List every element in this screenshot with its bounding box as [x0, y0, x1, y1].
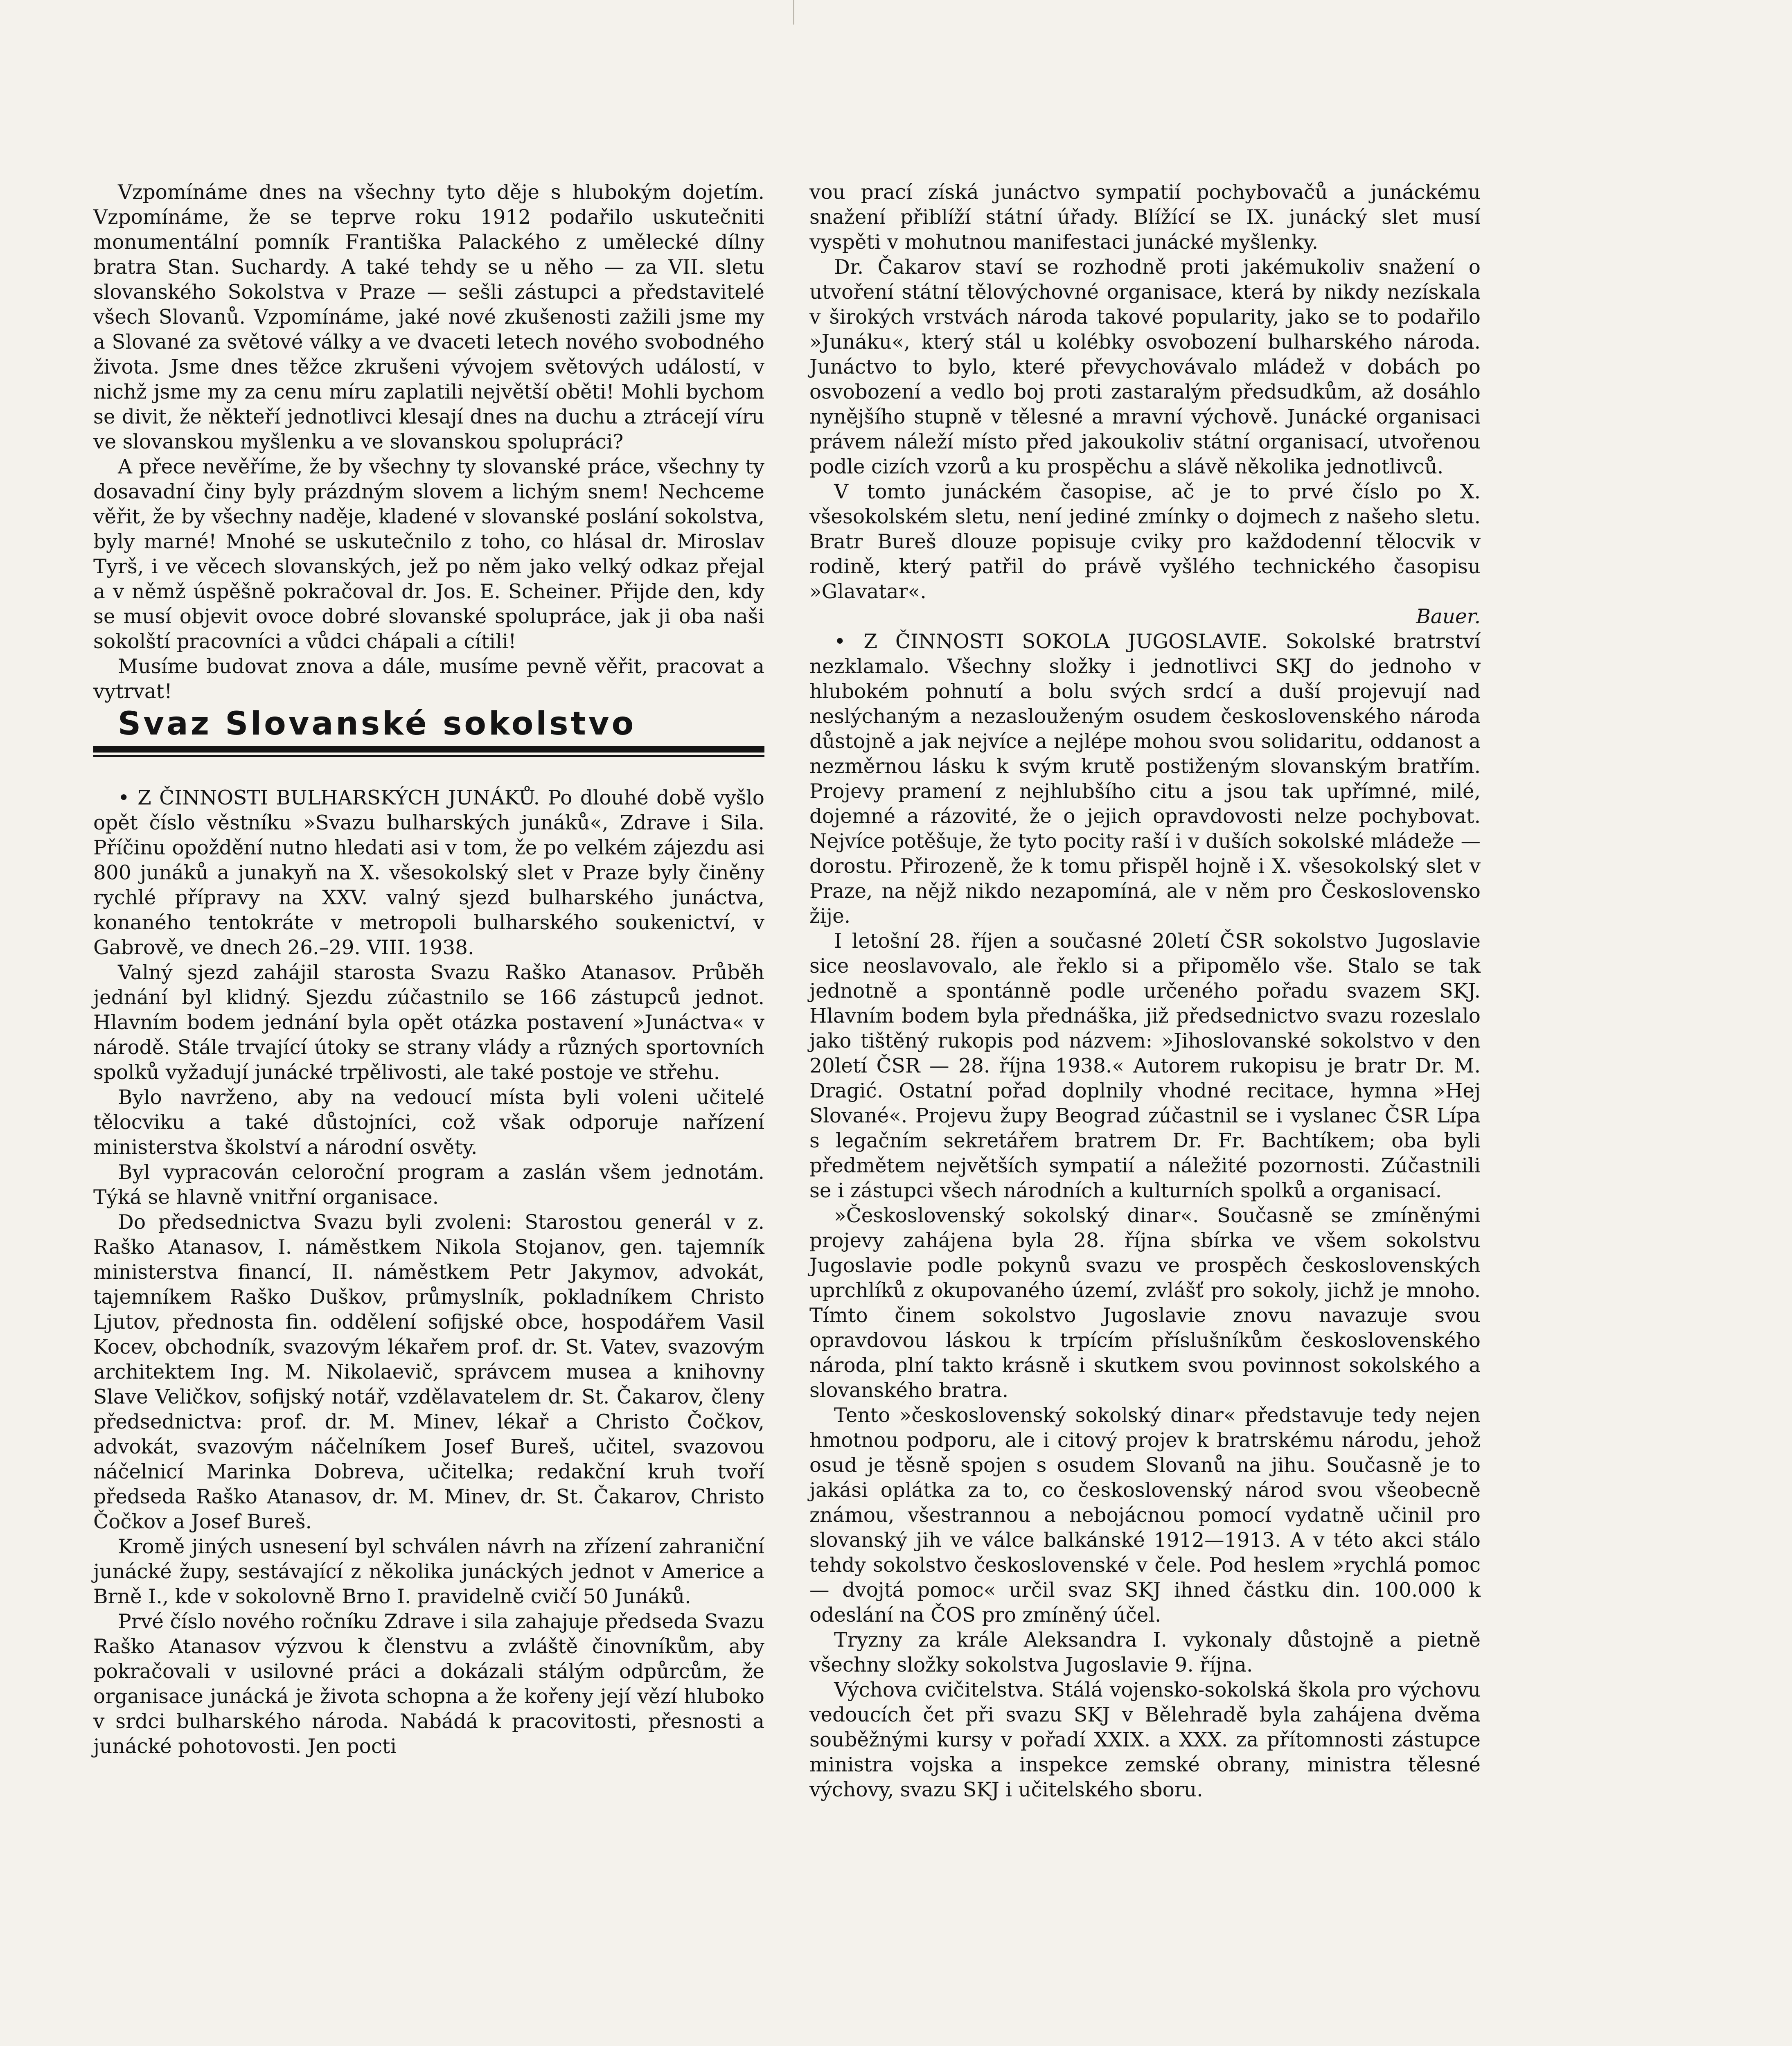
news-item-yugoslav: • Z ČINNOSTI SOKOLA JUGOSLAVIE. Sokolské bratrství nezklamalo. Všechny složky i jednotlivci SKJ do jednoho v hlubokém pohnutí a bolu svých srdcí a duší projevují nad neslýchaným a nezaslouženým osudem československého národa důstojně a jak nejvíce a nejlépe mohou svou solidaritu, oddanost a nezměrnou lásku k svým krutě postiženým slovanským bratřím. Projevy pramení z nejhlubšího citu a jsou tak upřímné, milé, dojemné a rázovité, že o jejich opravdovosti nelze pochybovat. Nejvíce potěšuje, že tyto pocity raší i v duších sokolské mládeže — dorostu. Přirozeně, že k tomu přispěl hojně i X. všesokolský slet v Praze, na nějž nikdo nezapomíná, ale v něm pro Československo žije.: [809, 630, 1481, 928]
paragraph: Musíme budovat znova a dále, musíme pevně věřit, pracovat a vytrvat!: [93, 655, 764, 703]
section-rule-thin: [93, 755, 764, 757]
bullet-icon: •: [118, 786, 138, 809]
paragraph: Vzpomínáme dnes na všechny tyto děje s hlubokým dojetím. Vzpomínáme, že se teprve roku 1912 podařilo uskutečniti monumentální pomník Františka Palackého z umělecké dílny bratra Stan. Suchardy. A také tehdy se u něho — za VII. sletu slovanského Sokolstva v Praze — sešli zástupci a představitelé všech Slovanů. Vzpomínáme, jaké nové zkušenosti zažili jsme my a Slované za světové války a ve dvaceti letech nového svobodného života. Jsme dnes těžce zkrušeni vývojem světových událostí, v nichž jsme my za cenu míru zaplatili největší oběti! Mohli bychom se divit, že někteří jednotlivci klesají dnes na duchu a ztrácejí víru ve slovanskou myšlenku a ve slovanskou spolupráci?: [93, 181, 764, 453]
right-column: [809, 180, 1481, 1803]
paragraph: Dr. Čakarov staví se rozhodně proti jakémukoliv snažení o utvoření státní tělovýchovné organisace, která by nikdy nezískala v širokých vrstvách národa takové popularity, jako se to podařilo »Junáku«, který stál u kolébky osvobození bulharského národa. Junáctvo to bylo, které převychovávalo mládež v dobách po osvobození a vedlo boj proti zastaralým předsudkům, až dosáhlo nynějšího stupně v tělesné a mravní výchově. Junácké organisaci právem náleží místo před jakoukoliv státní organisací, utvořenou podle cizích vzorů a ku prospěchu a slávě několika jednotlivců.: [809, 256, 1481, 478]
bullet-icon: •: [834, 630, 864, 653]
paragraph: Tento »československý sokolský dinar« představuje tedy nejen hmotnou podporu, ale i citový projev k bratrskému národu, jehož osud je těsně spojen s osudem Slovanů na jihu. Současně je to jakási oplátka za to, co československý národ svou všeobecně známou, všestrannou a nebojácnou pomocí vydatně učinil pro slovanský jih ve válce balkánské 1912—1913. A v této akci stálo tehdy sokolstvo československé v čele. Pod heslem »rychlá pomoc — dvojtá pomoc« určil svaz SKJ ihned částku din. 100.000 k odeslání na ČOS pro zmíněný účel.: [809, 1404, 1481, 1627]
author-signature: Bauer.: [1416, 605, 1481, 628]
paragraph: Do předsednictva Svazu byli zvoleni: Starostou generál v z. Raško Atanasov, I. náměstkem Nikola Stojanov, gen. tajemník ministerstva financí, II. náměstkem Petr Jakymov, advokát, tajemníkem Raško Duškov, průmyslník, pokladníkem Christo Ljutov, přednosta fin. oddělení sofijské obce, hospodářem Vasil Kocev, obchodník, svazovým lékařem prof. dr. St. Vatev, svazovým architektem Ing. M. Nikolaevič, správcem musea a knihovny Slave Veličkov, sofijský notář, vzdělavatelem dr. St. Čakarov, členy předsednictva: prof. dr. M. Minev, lékař a Christo Čočkov, advokát, svazovým náčelníkem Josef Bureš, učitel, svazovou náčelnicí Marinka Dobreva, učitelka; redakční kruh tvoří předseda Raško Atanasov, dr. M. Minev, dr. St. Čakarov, Christo Čočkov a Josef Bureš.: [93, 1211, 764, 1533]
section-title: Svaz Slovanské sokolstvo: [118, 705, 636, 742]
paragraph: Tryzny za krále Aleksandra I. vykonaly důstojně a pietně všechny složky sokolstva Jugoslavie 9. října.: [809, 1629, 1481, 1676]
section-rule-thick: [93, 746, 764, 753]
column-divider-mark: [793, 0, 794, 25]
paragraph: Byl vypracován celoroční program a zaslán všem jednotám. Týká se hlavně vnitřní organisace.: [93, 1161, 764, 1209]
paragraph: A přece nevěříme, že by všechny ty slovanské práce, všechny ty dosavadní činy byly prázdným slovem a lichým snem! Nechceme věřit, že by všechny naděje, kladené v slovanské poslání sokolstva, byly marné! Mnohé se uskutečnilo z toho, co hlásal dr. Miroslav Tyrš, i ve věcech slovanských, jež po něm jako velký odkaz přejal a v němž úspěšně pokračoval dr. Jos. E. Scheiner. Přijde den, kdy se musí objevit ovoce dobré slovanské spolupráce, jak ji oba naši sokolští pracovníci a vůdci chápali a cítili!: [93, 455, 764, 653]
news-item-bulgarian: • Z ČINNOSTI BULHARSKÝCH JUNÁKŮ. Po dlouhé době vyšlo opět číslo věstníku »Svazu bulharských junáků«, Zdrave i Sila. Příčinu opoždění nutno hledati asi v tom, že po velkém zájezdu asi 800 junáků a junakyň na X. všesokolský slet v Praze byly činěny rychlé přípravy na XXV. valný sjezd bulharského junáctva, konaného tentokráte v metropoli bulharského soukenictví, v Gabrově, ve dnech 26.–29. VIII. 1938.: [93, 786, 764, 959]
left-column: [93, 180, 764, 1759]
paragraph: Bylo navrženo, aby na vedoucí místa byli voleni učitelé tělocviku a také důstojníci, což však odporuje nařízení ministerstva školství a národní osvěty.: [93, 1086, 764, 1159]
paragraph: Prvé číslo nového ročníku Zdrave i sila zahajuje předseda Svazu Raško Atanasov výzvou k členstvu a zvláště činovníkům, aby pokračovali v usilovné práci a dokázali stálým odpůrcům, že organisace junácká je života schopna a že kořeny její vězí hluboko v srdci bulharského národa. Nabádá k pracovitosti, přesnosti a junácké pohotovosti. Jen pocti: [93, 1610, 764, 1758]
paragraph: »Československý sokolský dinar«. Současně se zmíněnými projevy zahájena byla 28. října sbírka ve všem sokolstvu Jugoslavie podle pokynů svazu ve prospěch československých uprchlíků z okupovaného území, zvlášť pro sokoly, jichž je mnoho. Tímto činem sokolstvo Jugoslavie znovu navazuje svou opravdovou láskou k trpícím příslušníkům československého národa, plní takto krásně i skutkem svou povinnost sokolského a slovanského bratra.: [809, 1204, 1481, 1402]
paragraph: I letošní 28. říjen a současné 20letí ČSR sokolstvo Jugoslavie sice neoslavovalo, ale řeklo si a připomělo vše. Stalo se tak jednotně a spontánně podle určeného pořadu svazem SKJ. Hlavním bodem byla přednáška, již předsednictvo svazu rozeslalo jako tištěný rukopis pod názvem: »Jihoslovanské sokolstvo v den 20letí ČSR — 28. října 1938.« Autorem rukopisu je bratr Dr. M. Dragić. Ostatní pořad doplnily vhodné recitace, hymna »Hej Slované«. Projevu župy Beograd zúčastnil se i vyslanec ČSR Lípa s legačním sekretářem bratrem Dr. Fr. Bachtíkem; oba byli předmětem největších sympatií a náležité pozornosti. Zúčastnili se i zástupci všech národních a kulturních spolků a organisací.: [809, 930, 1481, 1202]
paragraph: Kromě jiných usnesení byl schválen návrh na zřízení zahraniční junácké župy, sestávající z několika junáckých jednot v Americe a Brně I., kde v sokolovně Brno I. pravidelně cvičí 50 Junáků.: [93, 1535, 764, 1608]
paragraph: V tomto junáckém časopise, ač je to prvé číslo po X. všesokolském sletu, není jediné zmínky o dojmech z našeho sletu. Bratr Bureš dlouze popisuje cviky pro každodenní tělocvik v rodině, který patřil do právě vyšlého technického časopisu »Glavatar«.: [809, 480, 1481, 603]
paragraph: vou prací získá junáctvo sympatií pochybovačů a junáckému snažení přiblíží státní úřady. Blížící se IX. junácký slet musí vyspěti v mohutnou manifestaci junácké myšlenky.: [809, 181, 1481, 254]
paragraph: Výchova cvičitelstva. Stálá vojensko-sokolská škola pro výchovu vedoucích čet při svazu SKJ v Bělehradě byla zahájena dvěma souběžnými kursy v pořadí XXIX. a XXX. za přítomnosti zástupce ministra vojska a inspekce zemské obrany, ministra tělesné výchovy, svazu SKJ i učitelského sboru.: [809, 1679, 1481, 1801]
paragraph: Valný sjezd zahájil starosta Svazu Raško Atanasov. Průběh jednání byl klidný. Sjezdu zúčastnilo se 166 zástupců jednot. Hlavním bodem jednání byla opět otázka postavení »Junáctva« v národě. Stále trvající útoky se strany vlády a různých sportovních spolků vyžadují junácké trpělivosti, ale také postoje ve střehu.: [93, 961, 764, 1084]
